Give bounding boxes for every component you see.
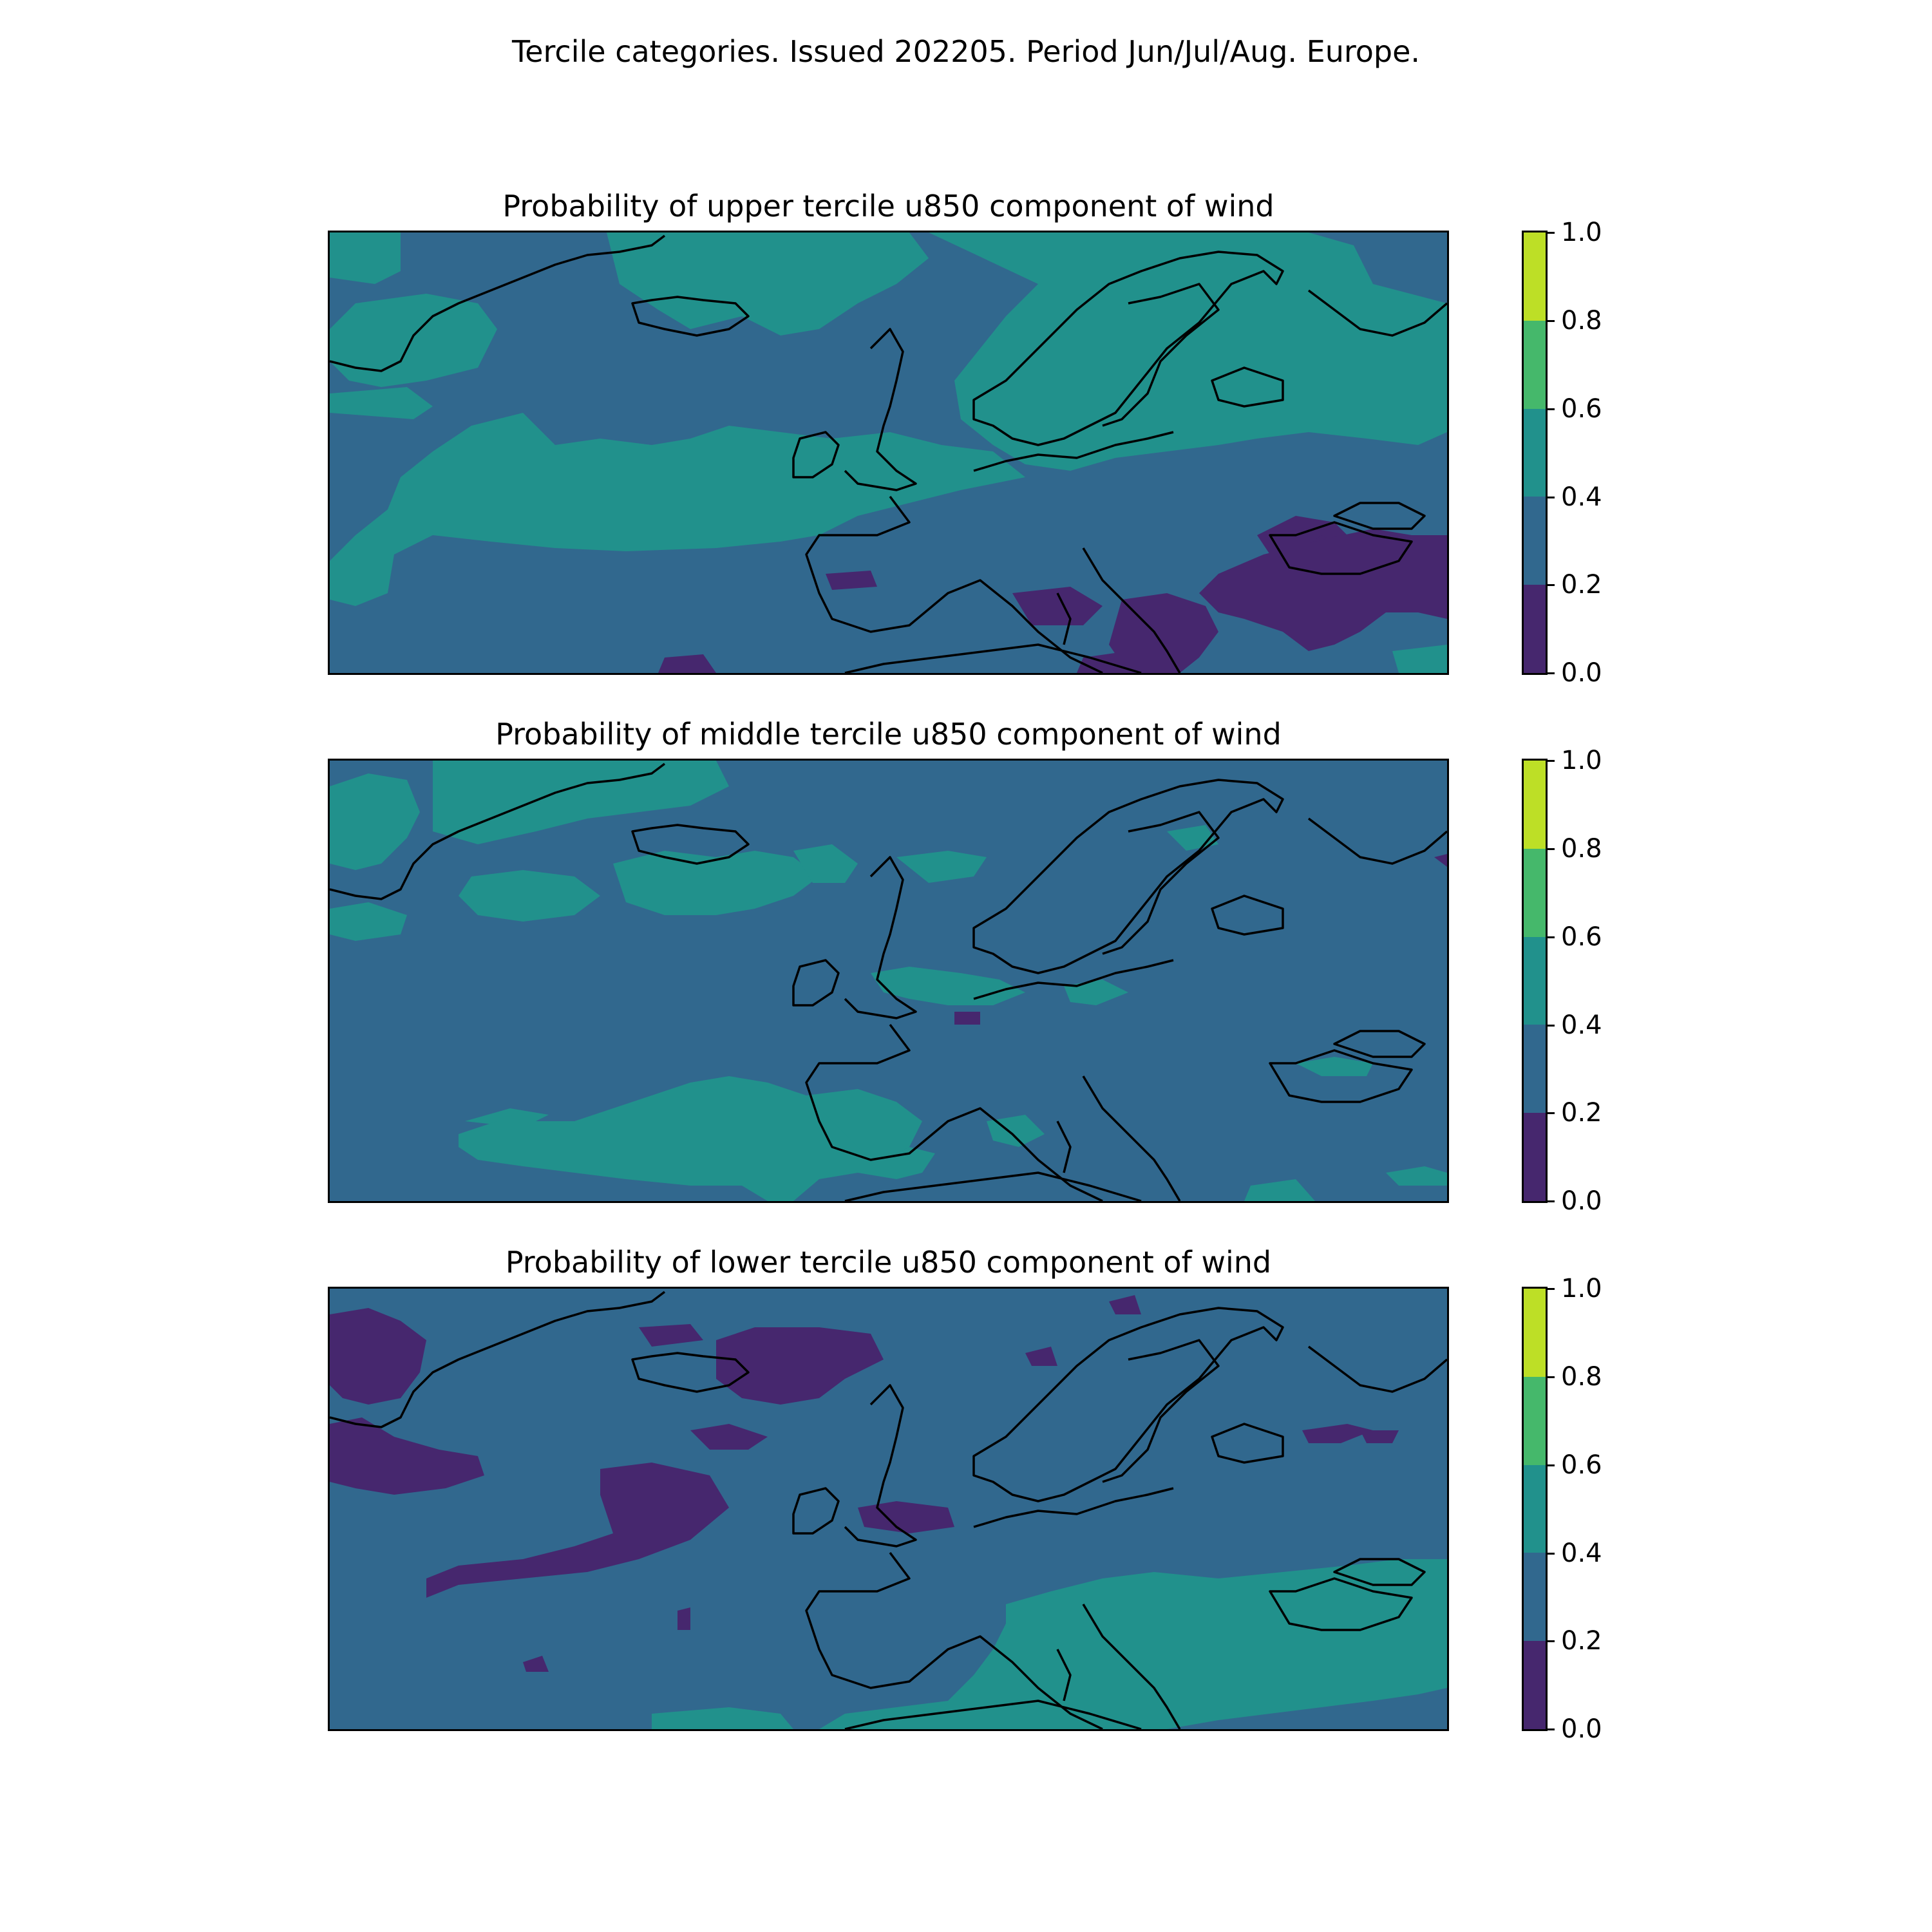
colorbar-bin-04-06 bbox=[1524, 937, 1546, 1025]
colorbar-bin-08-10 bbox=[1524, 232, 1546, 321]
map-upper-tercile bbox=[330, 232, 1447, 673]
colorbar-tick-label: 0.4 bbox=[1561, 1539, 1602, 1568]
colorbar-tick-label: 1.0 bbox=[1561, 1274, 1602, 1303]
prob-region-00-02 bbox=[677, 1607, 690, 1630]
colorbar-tick-label: 0.0 bbox=[1561, 1186, 1602, 1216]
colorbar-tick-label: 0.0 bbox=[1561, 658, 1602, 688]
colorbar-bin-04-06 bbox=[1524, 409, 1546, 497]
colorbar-tick-label: 0.2 bbox=[1561, 570, 1602, 600]
panel-lower-title: Probability of lower tercile u850 component of wind bbox=[505, 1245, 1272, 1280]
colorbar-tick-label: 0.6 bbox=[1561, 1450, 1602, 1480]
colorbar-tick-label: 0.8 bbox=[1561, 306, 1602, 336]
colorbar-tick-label: 0.8 bbox=[1561, 834, 1602, 864]
panel-upper-title: Probability of upper tercile u850 component of wind bbox=[502, 189, 1274, 223]
panel-middle-title: Probability of middle tercile u850 component of wind bbox=[495, 717, 1282, 752]
colorbar-tick-label: 0.6 bbox=[1561, 922, 1602, 952]
prob-region-00-02 bbox=[954, 1012, 980, 1025]
colorbar-bin-06-08 bbox=[1524, 849, 1546, 937]
prob-region-00-02 bbox=[826, 571, 877, 590]
colorbar-bin-04-06 bbox=[1524, 1465, 1546, 1553]
colorbar-tick-label: 0.8 bbox=[1561, 1362, 1602, 1392]
prob-region-00-02 bbox=[1360, 1430, 1399, 1443]
colorbar-bin-02-04 bbox=[1524, 1025, 1546, 1113]
colorbar-tick-label: 0.2 bbox=[1561, 1626, 1602, 1656]
colorbar-tick-label: 0.4 bbox=[1561, 482, 1602, 512]
colorbar-scale bbox=[1524, 761, 1546, 1201]
colorbar-tick-label: 0.0 bbox=[1561, 1714, 1602, 1744]
colorbar-bin-00-02 bbox=[1524, 585, 1546, 673]
colorbar-tick-label: 0.2 bbox=[1561, 1098, 1602, 1128]
colorbar-bin-00-02 bbox=[1524, 1641, 1546, 1729]
colorbar-bin-02-04 bbox=[1524, 1553, 1546, 1641]
prob-region-04-06 bbox=[330, 232, 401, 284]
colorbar-bin-08-10 bbox=[1524, 761, 1546, 849]
colorbar-bin-08-10 bbox=[1524, 1289, 1546, 1377]
colorbar-bin-00-02 bbox=[1524, 1113, 1546, 1201]
colorbar-scale bbox=[1524, 1289, 1546, 1729]
colorbar-tick-label: 0.4 bbox=[1561, 1010, 1602, 1040]
colorbar-tick-label: 1.0 bbox=[1561, 218, 1602, 247]
figure-suptitle: Tercile categories. Issued 202205. Period Jun/Jul/Aug. Europe. bbox=[511, 34, 1421, 69]
colorbar-scale bbox=[1524, 232, 1546, 673]
colorbar-bin-06-08 bbox=[1524, 1377, 1546, 1465]
colorbar-bin-02-04 bbox=[1524, 497, 1546, 585]
map-lower-tercile bbox=[330, 1289, 1447, 1729]
colorbar-tick-label: 1.0 bbox=[1561, 746, 1602, 775]
colorbar-tick-label: 0.6 bbox=[1561, 394, 1602, 424]
colorbar-bin-06-08 bbox=[1524, 321, 1546, 409]
map-middle-tercile bbox=[330, 761, 1447, 1201]
